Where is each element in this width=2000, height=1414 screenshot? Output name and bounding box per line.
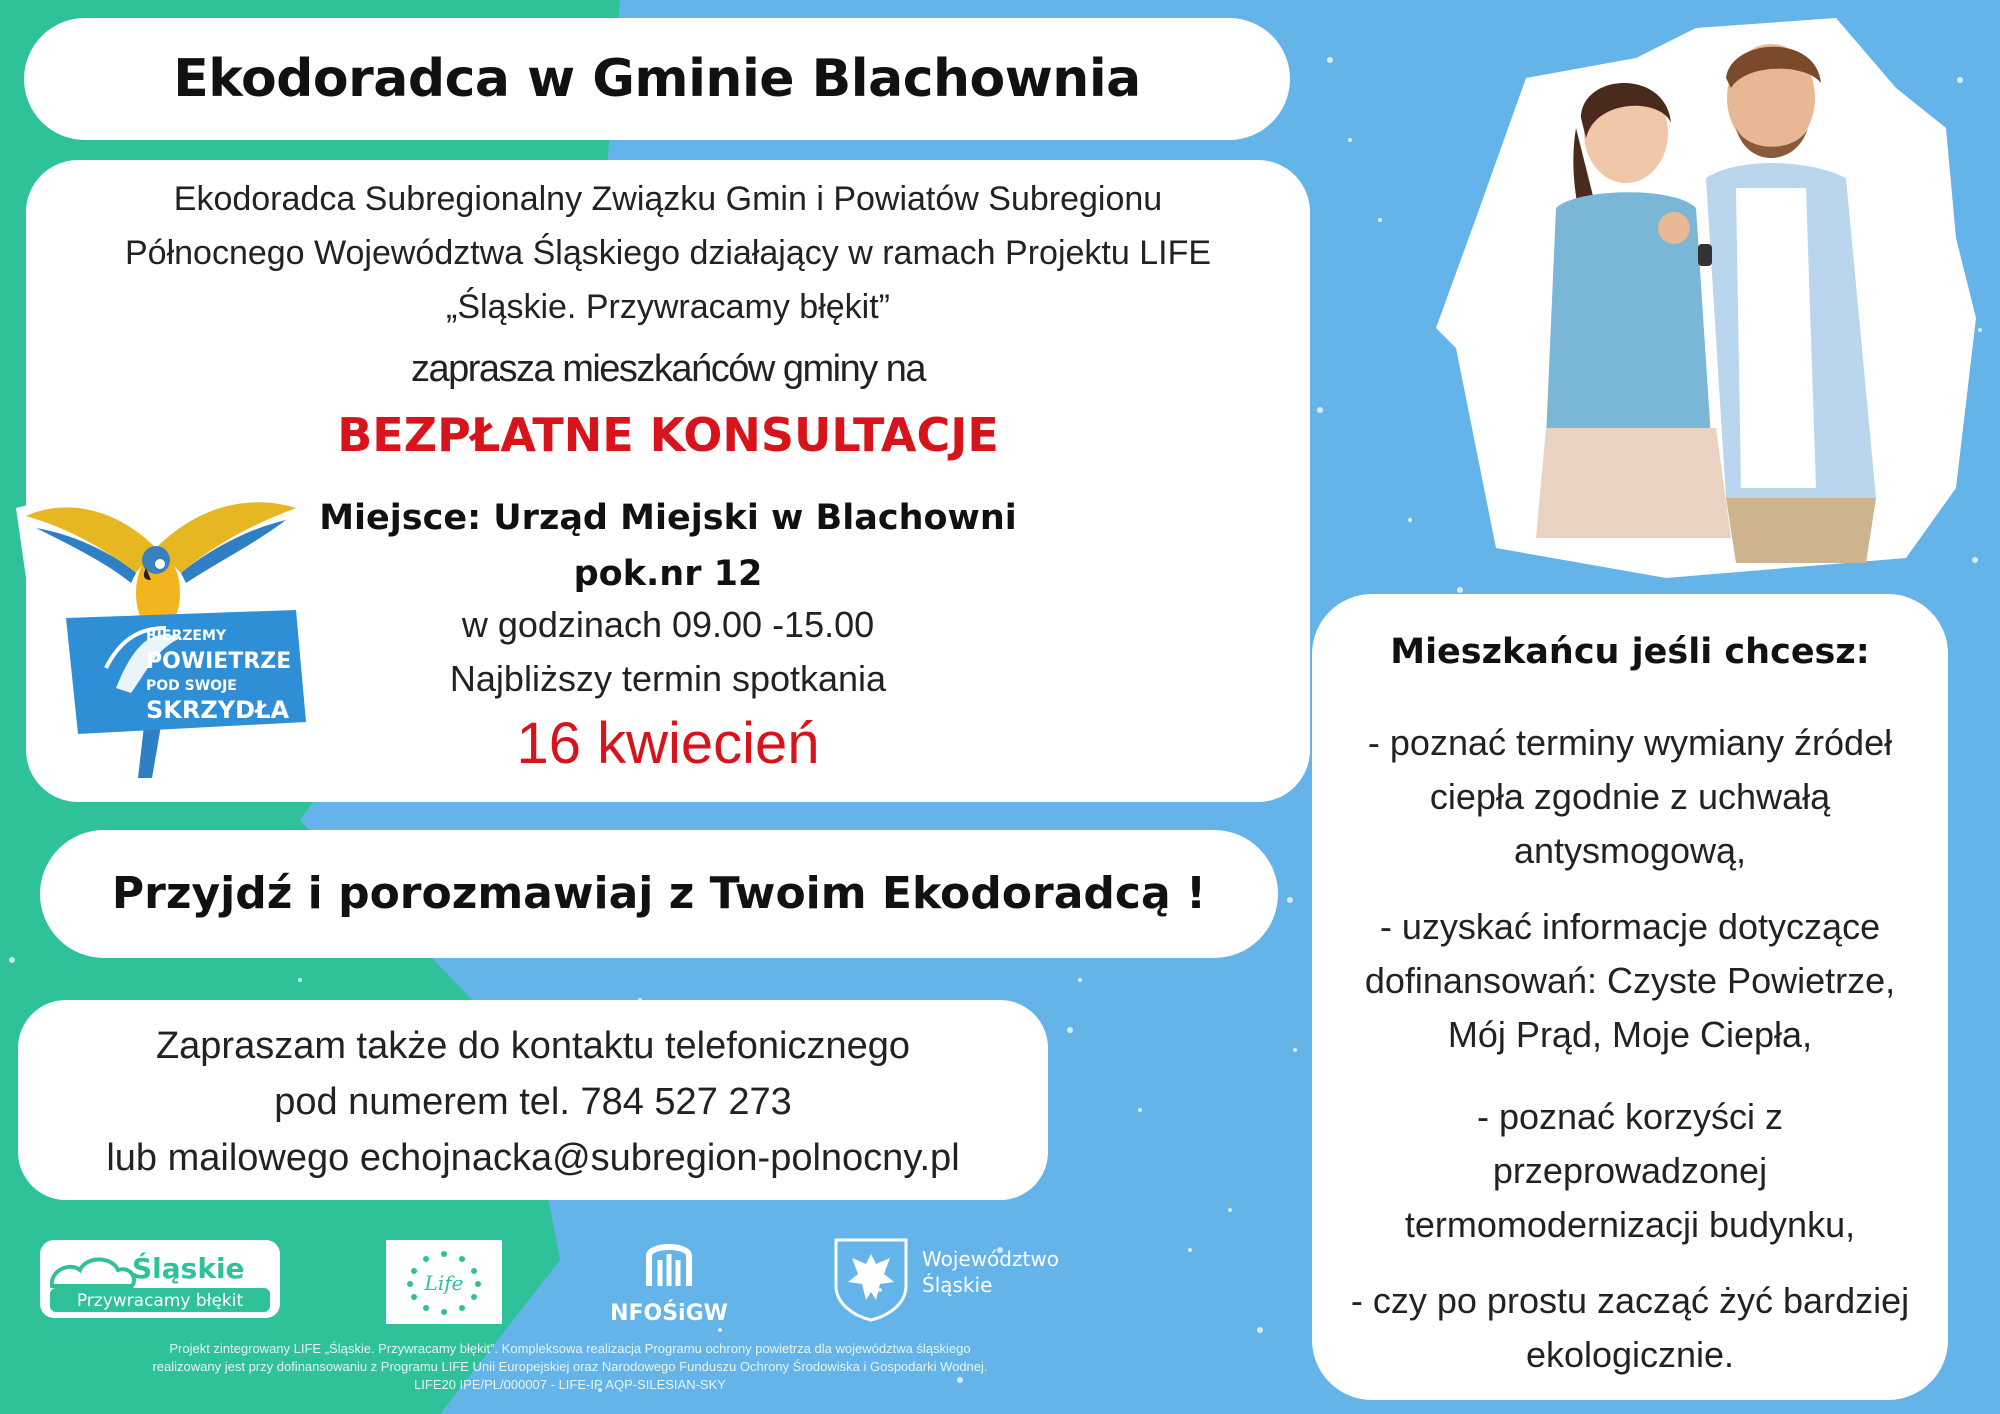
cta-text: Przyjdź i porozmawiaj z Twoim Ekodoradcą !: [111, 868, 1207, 919]
invite-text: zaprasza mieszkańców gminy na: [410, 348, 926, 390]
benefit-item: [1312, 1090, 1948, 1252]
advisors-photo: [1436, 18, 1976, 578]
parrot-badge-illustration: [6, 488, 336, 788]
benefit-line: ciepła zgodnie z uchwałą: [1429, 776, 1831, 817]
partner-logos: [0, 1230, 1140, 1340]
footer-line: realizowany jest przy dofinansowaniu z Programu LIFE Unii Europejskiej oraz Narodowego Funduszu Ochrony Środowiska i Gospodarki Wodnej.: [152, 1359, 988, 1374]
life-logo-text: Life: [424, 1271, 464, 1295]
email-line: lub mailowego echojnacka@subregion-polnocny.pl: [106, 1137, 960, 1179]
page-title: Ekodoradca w Gminie Blachownia: [173, 49, 1141, 109]
benefit-line: - poznać korzyści z: [1476, 1096, 1784, 1137]
contact-line: Zapraszam także do kontaktu telefonicznego: [155, 1025, 911, 1067]
benefit-line: przeprowadzonej: [1492, 1150, 1768, 1191]
benefits-title: Mieszkańcu jeśli chcesz:: [1390, 632, 1870, 672]
nfosigw-logo-text: NFOŚiGW: [610, 1301, 728, 1326]
wojewodztwo-logo: [830, 1234, 1059, 1324]
badge-line-1: BIERZEMY: [146, 628, 227, 644]
benefit-item: [1312, 1274, 1948, 1382]
footer-line: LIFE20 IPE/PL/000007 - LIFE-IP AQP-SILESIAN-SKY: [414, 1377, 726, 1392]
free-consultations-heading: BEZPŁATNE KONSULTACJE: [337, 408, 999, 462]
slaskie-logo-title: Śląskie: [132, 1252, 245, 1285]
benefit-line: Mój Prąd, Moje Ciepła,: [1447, 1014, 1813, 1055]
slaskie-logo: [40, 1240, 280, 1318]
place-line: Miejsce: Urząd Miejski w Blachowni: [319, 498, 1017, 538]
benefit-line: termomodernizacji budynku,: [1404, 1204, 1856, 1245]
benefits-card: [1312, 594, 1948, 1400]
life-logo: [386, 1240, 502, 1324]
cta-banner: [40, 830, 1278, 958]
phone-line: pod numerem tel. 784 527 273: [274, 1081, 792, 1123]
badge-line-2: POWIETRZE: [146, 649, 292, 674]
benefit-line: - czy po prostu zacząć żyć bardziej: [1350, 1280, 1910, 1321]
badge-line-3: POD SWOJE: [146, 678, 237, 694]
room-line: pok.nr 12: [573, 554, 763, 594]
funding-footer: [20, 1340, 1120, 1394]
benefit-line: - poznać terminy wymiany źródeł: [1367, 722, 1893, 763]
intro-line: Północnego Województwa Śląskiego działający w ramach Projektu LIFE: [124, 234, 1212, 272]
benefit-item: [1312, 900, 1948, 1062]
title-banner: [24, 18, 1290, 140]
intro-line: „Śląskie. Przywracamy błękit”: [446, 288, 890, 326]
wojewodztwo-logo-line2: Śląskie: [922, 1273, 993, 1297]
slaskie-logo-subtitle: Przywracamy błękit: [76, 1291, 244, 1311]
contact-card: [18, 1000, 1048, 1200]
hours-line: w godzinach 09.00 -15.00: [461, 604, 875, 645]
wojewodztwo-logo-line1: Województwo: [922, 1247, 1059, 1271]
intro-line: Ekodoradca Subregionalny Związku Gmin i Powiatów Subregionu: [173, 180, 1163, 218]
benefit-item: [1312, 716, 1948, 878]
benefit-line: ekologicznie.: [1525, 1334, 1735, 1375]
nfosigw-logo: [604, 1236, 734, 1332]
badge-line-4: SKRZYDŁA: [146, 696, 290, 724]
benefit-line: - uzyskać informacje dotyczące: [1379, 906, 1881, 947]
next-meeting-date: 16 kwiecień: [516, 711, 820, 776]
next-meeting-label: Najbliższy termin spotkania: [449, 658, 887, 699]
benefit-line: dofinansowań: Czyste Powietrze,: [1364, 960, 1896, 1001]
intro-text: [26, 172, 1310, 334]
benefit-line: antysmogową,: [1513, 830, 1747, 871]
contact-text: [18, 1018, 1048, 1186]
footer-line: Projekt zintegrowany LIFE „Śląskie. Przywracamy błękit”. Kompleksowa realizacja Programu ochrony powietrza dla województwa śląskiego: [169, 1341, 971, 1356]
